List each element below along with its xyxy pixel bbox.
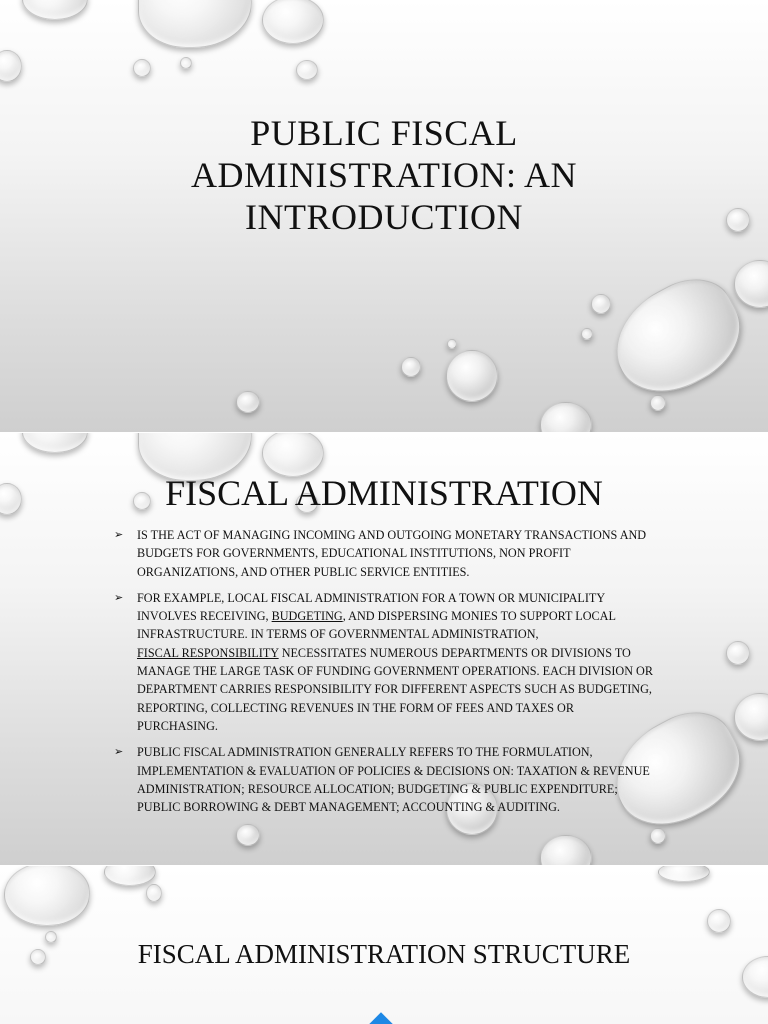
water-drop-decoration xyxy=(236,391,260,413)
water-drop-decoration xyxy=(540,835,592,865)
water-drop-decoration xyxy=(401,357,421,377)
water-drop-decoration xyxy=(146,884,162,902)
slide-title: FISCAL ADMINISTRATION STRUCTURE xyxy=(137,939,631,969)
water-drop-decoration xyxy=(133,59,151,77)
water-drop-decoration xyxy=(446,350,498,402)
water-drop-decoration xyxy=(236,824,260,846)
water-drop-decoration xyxy=(726,641,750,665)
bullet-item xyxy=(114,589,654,735)
bullet-list xyxy=(114,526,654,824)
slide-title-intro xyxy=(0,0,768,432)
fiscal-responsibility-link[interactable]: FISCAL RESPONSIBILITY xyxy=(137,645,279,660)
arrow-bullet-icon: ➢ xyxy=(114,528,124,541)
water-drop-decoration xyxy=(447,339,457,349)
water-drop-decoration xyxy=(180,57,192,69)
water-drop-decoration xyxy=(650,395,666,411)
arrow-bullet-icon: ➢ xyxy=(114,590,124,604)
slide-title-line: PUBLIC FISCAL xyxy=(250,113,518,153)
water-drop-decoration xyxy=(45,931,57,943)
bullet-text: FOR EXAMPLE, LOCAL FISCAL ADMINISTRATION FOR A TOWN OR MUNICIPALITY INVOLVES RECEIVING, xyxy=(137,590,605,624)
water-drop-decoration xyxy=(742,956,768,998)
bullet-text: PUBLIC FISCAL ADMINISTRATION GENERALLY REFERS TO THE FORMULATION, IMPLEMENTATION & EVALUATION OF POLICIES & DECISIONS ON: TAXATION & REVENUE ADMINISTRATION; RESOURCE ALLOCATION; BUDGETING & PUBLIC EXPENDITURE; PUBLIC BORROWING & DEBT MANAGEMENT; ACCOUNTING & AUDITING. xyxy=(137,745,650,815)
water-drop-decoration xyxy=(262,0,324,44)
water-drop-decoration xyxy=(0,483,22,515)
water-drop-decoration xyxy=(22,433,88,453)
slide-title: FISCAL ADMINISTRATION xyxy=(165,473,603,513)
slide-fiscal-administration xyxy=(0,433,768,865)
water-drop-decoration xyxy=(581,328,593,340)
diagram-shape xyxy=(368,1012,393,1024)
water-drop-decoration xyxy=(650,828,666,844)
water-drop-decoration xyxy=(138,0,252,48)
arrow-bullet-icon: ➢ xyxy=(114,745,124,759)
bullet-item xyxy=(114,743,654,816)
slide-title-line: INTRODUCTION xyxy=(245,197,523,237)
water-drop-decoration xyxy=(22,0,88,20)
bullet-text: NECESSITATES NUMEROUS DEPARTMENTS OR DIVISIONS TO MANAGE THE LARGE TASK OF FUNDING GOVERNMENT OPERATIONS. EACH DIVISION OR DEPARTMENT CARRIES RESPONSIBILITY FOR DIFFERENT ASPECTS SUCH AS BUDGETING, REPORTING, COLLECTING REVENUES IN THE FORM OF FEES AND TAXES OR PURCHASING. xyxy=(137,645,653,733)
water-drop-decoration xyxy=(540,402,592,432)
bullet-item xyxy=(114,526,654,581)
water-drop-decoration xyxy=(104,866,156,886)
water-drop-decoration xyxy=(734,260,768,308)
water-drop-decoration xyxy=(734,693,768,741)
water-drop-decoration xyxy=(30,949,46,965)
water-drop-decoration xyxy=(591,294,611,314)
water-drop-decoration xyxy=(296,60,318,80)
water-drop-decoration xyxy=(707,909,731,933)
slide-structure xyxy=(0,866,768,1024)
budgeting-link[interactable]: BUDGETING xyxy=(271,609,343,624)
slide-title xyxy=(100,112,668,238)
water-drop-decoration xyxy=(262,433,324,477)
water-drop-decoration xyxy=(4,866,90,926)
bullet-text: IS THE ACT OF MANAGING INCOMING AND OUTGOING MONETARY TRANSACTIONS AND BUDGETS FOR GOVERNMENTS, EDUCATIONAL INSTITUTIONS, NON PROFIT ORGANIZATIONS, AND OTHER PUBLIC SERVICE ENTITIES. xyxy=(137,528,647,579)
water-drop-decoration xyxy=(658,866,710,882)
water-drop-decoration xyxy=(0,50,22,82)
slide-title-line: ADMINISTRATION: AN xyxy=(191,155,577,195)
bullet-text: , AND DISPERSING MONIES TO SUPPORT LOCAL INFRASTRUCTURE. IN TERMS OF GOVERNMENTAL ADMINISTRATION, xyxy=(137,609,616,642)
water-drop-decoration xyxy=(726,208,750,232)
